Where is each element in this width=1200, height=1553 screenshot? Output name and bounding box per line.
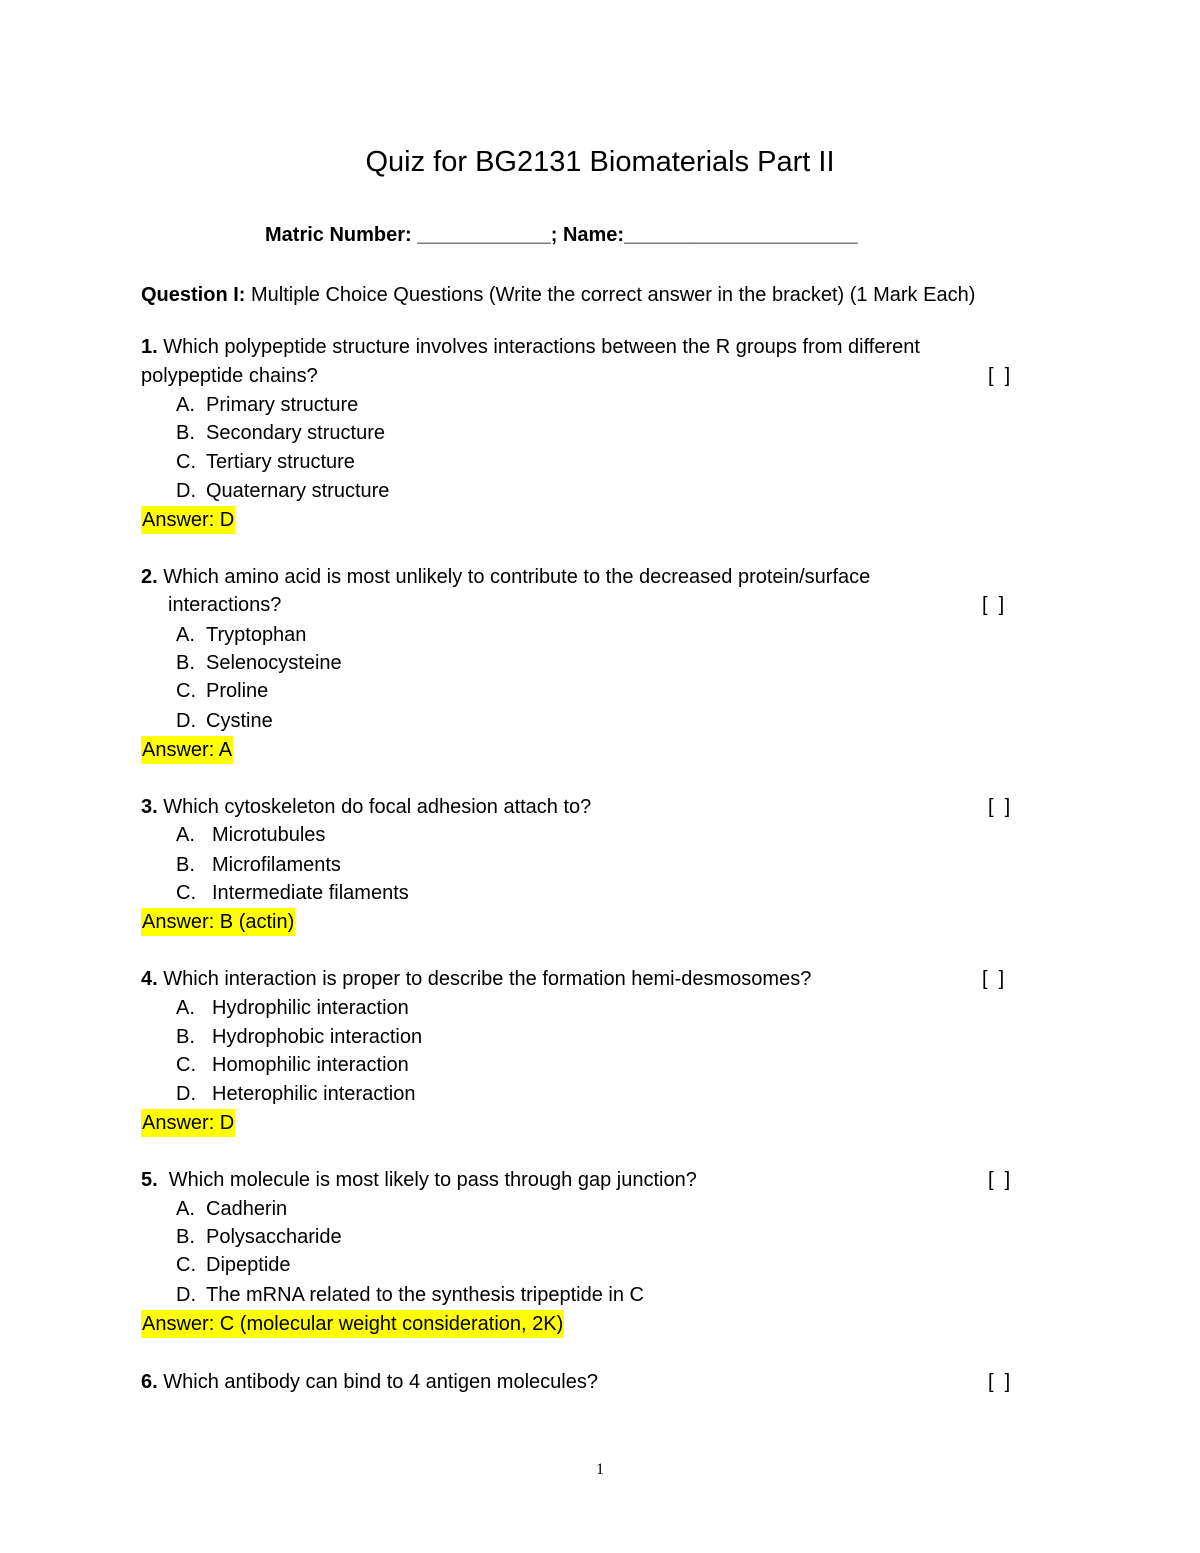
question-1-text: Which polypeptide structure involves interactions between the R groups from different [157,336,920,358]
answer-bracket: [ ] [982,968,1005,990]
option-c: C. Homophilic interaction [176,1054,409,1076]
question-3-number: 3. [141,796,158,818]
answer-bracket: [ ] [988,1371,1011,1393]
answer-bracket: [ ] [988,1169,1011,1191]
question-2-text: Which amino acid is most unlikely to contribute to the decreased protein/surface [157,566,871,588]
page-number: 1 [596,1461,604,1478]
option-d: D. Quaternary structure [176,480,390,502]
section-heading [141,280,975,310]
option-d: D. The mRNA related to the synthesis tripeptide in C [176,1284,644,1306]
option-a: A. Cadherin [176,1198,288,1220]
answer-highlight: Answer: C (molecular weight consideration, 2K) [141,1310,564,1338]
section-heading-label: Question I: [141,284,246,306]
option-d: D. Cystine [176,710,273,732]
answer-bracket: [ ] [982,594,1005,616]
answer-bracket: [ ] [988,796,1011,818]
question-3-line1 [141,793,591,822]
question-6-line1 [141,1368,598,1397]
question-2-number: 2. [141,566,158,588]
answer-highlight: Answer: B (actin) [141,908,295,936]
option-b: B. Polysaccharide [176,1226,342,1248]
question-6-text: Which antibody can bind to 4 antigen molecules? [157,1371,598,1393]
option-c: C. Dipeptide [176,1254,291,1276]
option-a: A. Primary structure [176,394,359,416]
option-c: C. Proline [176,680,269,702]
question-2-line2: interactions? [168,594,282,616]
answer-highlight: Answer: A [141,736,233,764]
option-b: B. Microfilaments [176,854,341,876]
option-b: B. Selenocysteine [176,652,342,674]
answer-highlight: Answer: D [141,1109,235,1137]
quiz-title: Quiz for BG2131 Biomaterials Part II [365,146,835,178]
option-a: A. Microtubules [176,824,326,846]
option-c: C. Tertiary structure [176,451,355,473]
option-a: A. Tryptophan [176,624,307,646]
question-1-line2: polypeptide chains? [141,365,318,387]
question-5-number: 5. [141,1169,158,1191]
option-d: D. Heterophilic interaction [176,1083,416,1105]
option-a: A. Hydrophilic interaction [176,997,409,1019]
question-2-line1 [141,563,870,592]
question-3-text: Which cytoskeleton do focal adhesion attach to? [157,796,592,818]
question-4-text: Which interaction is proper to describe the formation hemi-desmosomes? [157,968,812,990]
question-1-number: 1. [141,336,158,358]
matric-name-line: Matric Number: ____________; Name:_____________________ [265,224,858,246]
question-5-text: Which molecule is most likely to pass through gap junction? [157,1169,697,1191]
answer-bracket: [ ] [988,365,1011,387]
option-c: C. Intermediate filaments [176,882,409,904]
question-5-line1 [141,1166,697,1195]
option-b: B. Hydrophobic interaction [176,1026,423,1048]
section-heading-text: Multiple Choice Questions (Write the correct answer in the bracket) (1 Mark Each) [245,284,976,306]
option-b: B. Secondary structure [176,422,385,444]
question-4-number: 4. [141,968,158,990]
answer-highlight: Answer: D [141,506,235,534]
question-6-number: 6. [141,1371,158,1393]
question-1-line1 [141,333,920,362]
question-4-line1 [141,965,811,994]
